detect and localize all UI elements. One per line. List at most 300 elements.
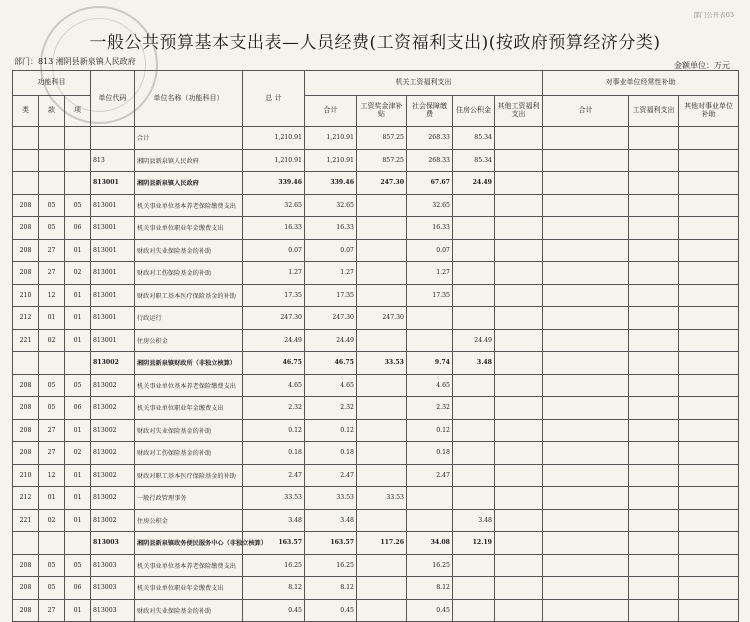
cell-inst-welfare: [629, 442, 679, 465]
cell-code: 813003: [91, 532, 135, 555]
cell-name: 湘阴县新泉镇人民政府: [135, 149, 243, 172]
cell-inst-welfare: [629, 509, 679, 532]
cell-org-housing: [453, 307, 495, 330]
cell-code: 813002: [91, 487, 135, 510]
cell-total: 33.53: [243, 487, 305, 510]
cell-org-sum: 247.30: [305, 307, 357, 330]
cell-org-housing: 3.48: [453, 352, 495, 375]
cell-kuan: 27: [39, 239, 65, 262]
cell-lei: 208: [13, 419, 39, 442]
cell-org-social: [407, 329, 453, 352]
cell-inst-other: [679, 599, 739, 622]
cell-code: 813001: [91, 239, 135, 262]
cell-org-housing: [453, 284, 495, 307]
cell-org-bonus: [357, 442, 407, 465]
cell-org-sum: 2.47: [305, 464, 357, 487]
table-row: [13, 239, 739, 262]
cell-org-social: 8.12: [407, 577, 453, 600]
cell-xiang: [65, 532, 91, 555]
cell-kuan: 01: [39, 307, 65, 330]
cell-inst-other: [679, 149, 739, 172]
cell-inst-other: [679, 442, 739, 465]
cell-lei: 221: [13, 509, 39, 532]
cell-xiang: 02: [65, 442, 91, 465]
cell-lei: 208: [13, 262, 39, 285]
cell-xiang: 05: [65, 194, 91, 217]
cell-name: 财政对失业保险基金的补助: [135, 419, 243, 442]
cell-org-social: [407, 509, 453, 532]
cell-total: 8.12: [243, 577, 305, 600]
cell-kuan: 27: [39, 442, 65, 465]
cell-kuan: [39, 172, 65, 195]
cell-code: 813001: [91, 172, 135, 195]
cell-kuan: 02: [39, 329, 65, 352]
cell-org-sum: 2.32: [305, 397, 357, 420]
cell-org-other: [495, 397, 543, 420]
cell-inst-welfare: [629, 239, 679, 262]
cell-org-bonus: 857.25: [357, 149, 407, 172]
table-row: [13, 532, 739, 555]
cell-org-other: [495, 464, 543, 487]
unit-label: 金额单位：万元: [674, 61, 730, 70]
cell-org-sum: 8.12: [305, 577, 357, 600]
cell-code: 813001: [91, 329, 135, 352]
cell-org-housing: [453, 554, 495, 577]
cell-org-social: [407, 307, 453, 330]
cell-name: 机关事业单位职业年金缴费支出: [135, 577, 243, 600]
cell-org-housing: [453, 419, 495, 442]
cell-lei: 212: [13, 307, 39, 330]
cell-name: 财政对职工基本医疗保险基金的补助: [135, 464, 243, 487]
cell-inst-other: [679, 509, 739, 532]
table-row: [13, 217, 739, 240]
cell-org-other: [495, 194, 543, 217]
cell-org-bonus: [357, 599, 407, 622]
cell-inst-other: [679, 419, 739, 442]
cell-org-housing: [453, 374, 495, 397]
cell-name: 财政对失业保险基金的补助: [135, 239, 243, 262]
cell-code: 813002: [91, 509, 135, 532]
header-total: 总 计: [243, 71, 305, 127]
header-inst-sum: 合计: [543, 96, 629, 127]
cell-total: 17.35: [243, 284, 305, 307]
cell-code: 813003: [91, 554, 135, 577]
cell-xiang: 05: [65, 554, 91, 577]
cell-org-social: 9.74: [407, 352, 453, 375]
cell-inst-other: [679, 217, 739, 240]
cell-org-bonus: 33.53: [357, 352, 407, 375]
header-inst-welfare: 工资福利支出: [629, 96, 679, 127]
cell-inst-other: [679, 554, 739, 577]
cell-inst-sum: [543, 554, 629, 577]
cell-code: 813002: [91, 464, 135, 487]
cell-org-sum: 33.53: [305, 487, 357, 510]
cell-code: 813001: [91, 194, 135, 217]
cell-xiang: 06: [65, 397, 91, 420]
cell-inst-sum: [543, 194, 629, 217]
table-row: [13, 599, 739, 622]
cell-name: 机关事业单位基本养老保险缴费支出: [135, 194, 243, 217]
cell-total: 1.27: [243, 262, 305, 285]
cell-org-sum: 0.18: [305, 442, 357, 465]
cell-lei: 208: [13, 194, 39, 217]
table-row: [13, 329, 739, 352]
header-inst-group: 对事业单位经常性补助: [543, 71, 739, 96]
cell-inst-welfare: [629, 577, 679, 600]
cell-org-other: [495, 329, 543, 352]
cell-kuan: [39, 352, 65, 375]
cell-org-sum: 46.75: [305, 352, 357, 375]
cell-total: 2.32: [243, 397, 305, 420]
cell-org-housing: 24.49: [453, 329, 495, 352]
cell-inst-sum: [543, 352, 629, 375]
table-row: [13, 419, 739, 442]
cell-inst-sum: [543, 487, 629, 510]
cell-code: 813002: [91, 442, 135, 465]
cell-inst-sum: [543, 509, 629, 532]
cell-org-social: 1.27: [407, 262, 453, 285]
cell-lei: [13, 149, 39, 172]
cell-name: 机关事业单位职业年金缴费支出: [135, 397, 243, 420]
cell-xiang: 01: [65, 284, 91, 307]
cell-org-social: 16.33: [407, 217, 453, 240]
cell-xiang: 01: [65, 307, 91, 330]
cell-org-bonus: [357, 262, 407, 285]
cell-org-sum: 339.46: [305, 172, 357, 195]
cell-xiang: 06: [65, 217, 91, 240]
table-row: [13, 194, 739, 217]
cell-inst-sum: [543, 419, 629, 442]
cell-org-social: 268.33: [407, 127, 453, 150]
cell-org-other: [495, 487, 543, 510]
cell-xiang: 01: [65, 599, 91, 622]
cell-org-bonus: [357, 329, 407, 352]
header-inst-other: 其他对事业单位补助: [679, 96, 739, 127]
cell-kuan: [39, 149, 65, 172]
cell-kuan: 05: [39, 374, 65, 397]
cell-inst-sum: [543, 374, 629, 397]
cell-org-housing: [453, 442, 495, 465]
cell-inst-other: [679, 577, 739, 600]
cell-org-social: 0.45: [407, 599, 453, 622]
table-row: [13, 127, 739, 150]
cell-org-sum: 16.33: [305, 217, 357, 240]
cell-code: 813002: [91, 419, 135, 442]
cell-inst-sum: [543, 329, 629, 352]
cell-inst-other: [679, 532, 739, 555]
cell-org-housing: 24.49: [453, 172, 495, 195]
department-label: 部门：813 湘阴县新泉镇人民政府: [14, 57, 136, 66]
cell-inst-welfare: [629, 172, 679, 195]
cell-org-other: [495, 284, 543, 307]
cell-org-bonus: 117.26: [357, 532, 407, 555]
cell-org-bonus: [357, 217, 407, 240]
cell-org-social: 32.65: [407, 194, 453, 217]
cell-code: 813003: [91, 599, 135, 622]
cell-inst-other: [679, 487, 739, 510]
table-row: [13, 397, 739, 420]
cell-org-bonus: 857.25: [357, 127, 407, 150]
cell-org-housing: [453, 599, 495, 622]
cell-org-other: [495, 149, 543, 172]
cell-xiang: 06: [65, 577, 91, 600]
cell-inst-other: [679, 397, 739, 420]
cell-inst-sum: [543, 262, 629, 285]
cell-lei: 208: [13, 239, 39, 262]
cell-total: 16.25: [243, 554, 305, 577]
cell-org-bonus: [357, 577, 407, 600]
cell-inst-welfare: [629, 352, 679, 375]
cell-org-bonus: 247.30: [357, 172, 407, 195]
cell-org-other: [495, 239, 543, 262]
cell-kuan: 02: [39, 509, 65, 532]
cell-code: 813001: [91, 307, 135, 330]
header-org-group: 机关工资福利支出: [305, 71, 543, 96]
header-kuan: 款: [39, 96, 65, 127]
cell-org-bonus: [357, 374, 407, 397]
cell-lei: 208: [13, 374, 39, 397]
cell-org-sum: 1.27: [305, 262, 357, 285]
cell-org-sum: 24.49: [305, 329, 357, 352]
cell-org-other: [495, 442, 543, 465]
cell-total: 0.12: [243, 419, 305, 442]
header-org-social: 社会保障缴费: [407, 96, 453, 127]
cell-xiang: 01: [65, 509, 91, 532]
cell-inst-welfare: [629, 397, 679, 420]
cell-inst-other: [679, 374, 739, 397]
cell-org-other: [495, 509, 543, 532]
cell-inst-sum: [543, 599, 629, 622]
cell-inst-sum: [543, 397, 629, 420]
cell-org-sum: 0.07: [305, 239, 357, 262]
cell-total: 46.75: [243, 352, 305, 375]
cell-name: 合计: [135, 127, 243, 150]
cell-xiang: 02: [65, 262, 91, 285]
header-org-sum: 合计: [305, 96, 357, 127]
cell-kuan: 01: [39, 487, 65, 510]
header-unit-name: 单位名称（功能科目）: [135, 71, 243, 127]
cell-org-housing: [453, 577, 495, 600]
cell-inst-other: [679, 307, 739, 330]
cell-name: 机关事业单位职业年金缴费支出: [135, 217, 243, 240]
cell-org-housing: [453, 262, 495, 285]
cell-org-housing: 85.34: [453, 127, 495, 150]
cell-inst-other: [679, 464, 739, 487]
cell-inst-sum: [543, 532, 629, 555]
cell-inst-welfare: [629, 487, 679, 510]
budget-table: [12, 70, 739, 622]
cell-total: 1,210.91: [243, 127, 305, 150]
cell-total: 16.33: [243, 217, 305, 240]
cell-inst-sum: [543, 284, 629, 307]
cell-lei: 221: [13, 329, 39, 352]
cell-lei: 208: [13, 577, 39, 600]
cell-lei: 208: [13, 599, 39, 622]
table-row: [13, 442, 739, 465]
cell-org-other: [495, 532, 543, 555]
cell-inst-other: [679, 329, 739, 352]
table-body: [13, 127, 739, 622]
table-row: [13, 577, 739, 600]
cell-org-social: 0.18: [407, 442, 453, 465]
cell-code: 813001: [91, 284, 135, 307]
cell-org-sum: 16.25: [305, 554, 357, 577]
cell-name: 机关事业单位基本养老保险缴费支出: [135, 554, 243, 577]
cell-xiang: 05: [65, 374, 91, 397]
cell-org-sum: 0.12: [305, 419, 357, 442]
cell-inst-other: [679, 262, 739, 285]
table-row: [13, 487, 739, 510]
cell-total: 247.30: [243, 307, 305, 330]
cell-xiang: 01: [65, 419, 91, 442]
cell-lei: [13, 532, 39, 555]
cell-name: 湘阴县新泉镇人民政府: [135, 172, 243, 195]
cell-name: 财政对工伤保险基金的补助: [135, 442, 243, 465]
cell-org-sum: 0.45: [305, 599, 357, 622]
cell-org-bonus: [357, 554, 407, 577]
cell-inst-welfare: [629, 554, 679, 577]
cell-xiang: 01: [65, 487, 91, 510]
cell-org-bonus: [357, 239, 407, 262]
cell-org-bonus: 247.30: [357, 307, 407, 330]
cell-inst-welfare: [629, 217, 679, 240]
cell-inst-sum: [543, 307, 629, 330]
cell-lei: 208: [13, 554, 39, 577]
cell-kuan: 12: [39, 464, 65, 487]
cell-inst-welfare: [629, 464, 679, 487]
cell-lei: 208: [13, 217, 39, 240]
cell-total: 1,210.91: [243, 149, 305, 172]
cell-org-housing: 12.19: [453, 532, 495, 555]
cell-inst-sum: [543, 217, 629, 240]
cell-lei: 210: [13, 284, 39, 307]
cell-org-other: [495, 307, 543, 330]
cell-total: 32.65: [243, 194, 305, 217]
header-func-subject: 功能科目: [13, 71, 91, 96]
cell-org-sum: 163.57: [305, 532, 357, 555]
cell-org-sum: 3.48: [305, 509, 357, 532]
cell-kuan: 05: [39, 397, 65, 420]
table-row: [13, 374, 739, 397]
header-org-housing: 住房公积金: [453, 96, 495, 127]
cell-xiang: [65, 172, 91, 195]
cell-inst-welfare: [629, 127, 679, 150]
cell-org-social: 34.08: [407, 532, 453, 555]
cell-inst-sum: [543, 577, 629, 600]
cell-inst-welfare: [629, 374, 679, 397]
cell-xiang: 01: [65, 239, 91, 262]
table-row: [13, 464, 739, 487]
cell-code: 813002: [91, 374, 135, 397]
cell-org-other: [495, 577, 543, 600]
cell-inst-other: [679, 127, 739, 150]
header-xiang: 项: [65, 96, 91, 127]
table-row: [13, 284, 739, 307]
cell-total: 0.18: [243, 442, 305, 465]
cell-kuan: 27: [39, 419, 65, 442]
cell-code: [91, 127, 135, 150]
cell-inst-sum: [543, 127, 629, 150]
cell-org-bonus: [357, 194, 407, 217]
cell-name: 湘阴县新泉镇财政所（非独立核算）: [135, 352, 243, 375]
cell-inst-welfare: [629, 194, 679, 217]
cell-org-social: [407, 487, 453, 510]
cell-total: 2.47: [243, 464, 305, 487]
cell-org-other: [495, 352, 543, 375]
table-row: [13, 262, 739, 285]
cell-org-social: 67.67: [407, 172, 453, 195]
cell-xiang: [65, 352, 91, 375]
cell-lei: [13, 172, 39, 195]
table-row: [13, 307, 739, 330]
cell-kuan: 05: [39, 217, 65, 240]
cell-kuan: 05: [39, 194, 65, 217]
cell-org-sum: 4.65: [305, 374, 357, 397]
cell-kuan: [39, 532, 65, 555]
cell-kuan: 12: [39, 284, 65, 307]
cell-inst-welfare: [629, 419, 679, 442]
cell-org-bonus: [357, 509, 407, 532]
cell-org-other: [495, 172, 543, 195]
cell-org-housing: [453, 239, 495, 262]
cell-lei: 208: [13, 397, 39, 420]
cell-org-sum: 1,210.91: [305, 149, 357, 172]
cell-org-other: [495, 217, 543, 240]
cell-kuan: 27: [39, 262, 65, 285]
cell-inst-other: [679, 284, 739, 307]
cell-code: 813001: [91, 217, 135, 240]
cell-total: 4.65: [243, 374, 305, 397]
cell-inst-other: [679, 239, 739, 262]
cell-org-social: 17.35: [407, 284, 453, 307]
cell-org-other: [495, 127, 543, 150]
cell-org-social: 0.07: [407, 239, 453, 262]
header-org-other: 其他工资福利支出: [495, 96, 543, 127]
cell-xiang: 01: [65, 464, 91, 487]
header-lei: 类: [13, 96, 39, 127]
cell-kuan: 27: [39, 599, 65, 622]
cell-inst-welfare: [629, 284, 679, 307]
cell-inst-other: [679, 172, 739, 195]
cell-org-other: [495, 262, 543, 285]
cell-code: 813002: [91, 352, 135, 375]
cell-name: 住房公积金: [135, 509, 243, 532]
header-org-bonus: 工资奖金津补贴: [357, 96, 407, 127]
cell-inst-other: [679, 352, 739, 375]
header-unit-code: 单位代码: [91, 71, 135, 127]
cell-name: 机关事业单位基本养老保险缴费支出: [135, 374, 243, 397]
cell-inst-welfare: [629, 307, 679, 330]
cell-inst-welfare: [629, 149, 679, 172]
cell-lei: [13, 352, 39, 375]
cell-org-sum: 32.65: [305, 194, 357, 217]
cell-inst-sum: [543, 149, 629, 172]
cell-total: 3.48: [243, 509, 305, 532]
cell-name: 行政运行: [135, 307, 243, 330]
cell-name: 财政对职工基本医疗保险基金的补助: [135, 284, 243, 307]
cell-inst-welfare: [629, 599, 679, 622]
cell-kuan: 05: [39, 554, 65, 577]
cell-org-housing: [453, 217, 495, 240]
cell-org-housing: [453, 397, 495, 420]
cell-inst-sum: [543, 239, 629, 262]
cell-name: 一般行政管理事务: [135, 487, 243, 510]
cell-inst-welfare: [629, 329, 679, 352]
cell-inst-welfare: [629, 262, 679, 285]
cell-code: 813003: [91, 577, 135, 600]
cell-inst-sum: [543, 464, 629, 487]
cell-org-social: 268.33: [407, 149, 453, 172]
